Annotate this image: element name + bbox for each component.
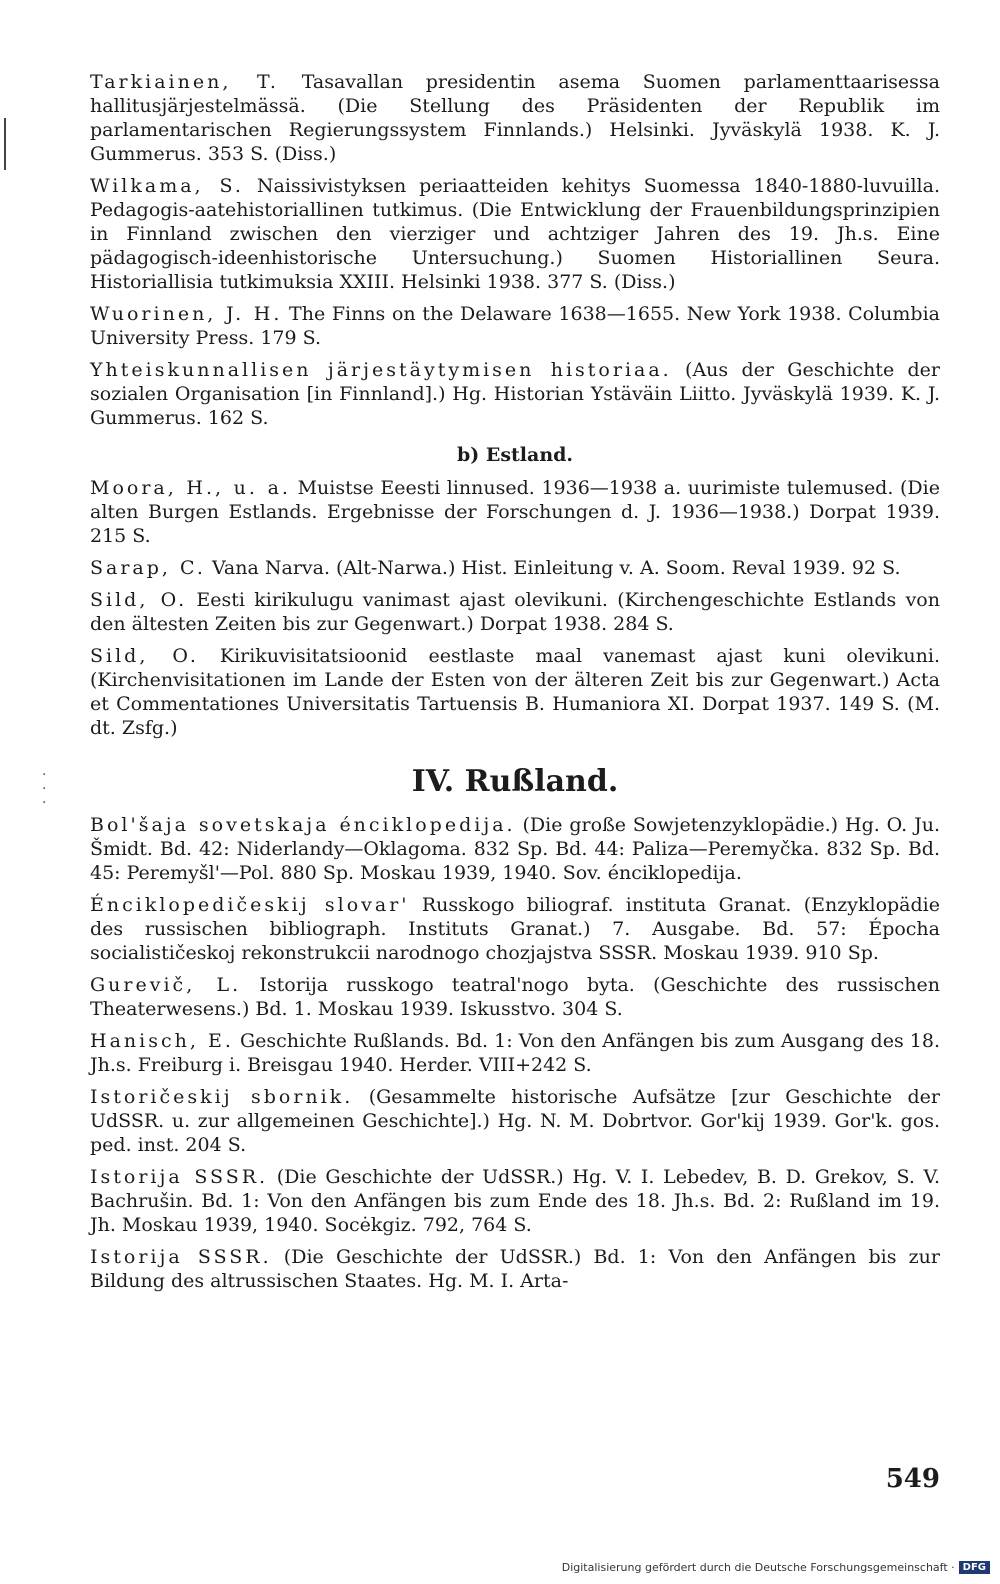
bibliography-entry — [90, 644, 940, 740]
dfg-logo-icon: DFG — [959, 1561, 990, 1574]
bibliography-entry — [90, 893, 940, 965]
entry-author: Wilkama, S. — [90, 175, 244, 197]
bibliography-entry — [90, 174, 940, 294]
bibliography-entry — [90, 358, 940, 430]
entries-finland — [90, 70, 940, 430]
entry-text: (Die Geschichte der UdSSR.) Bd. 1: Von den Anfängen bis zur Bildung des altrussischen Staates. Hg. M. I. Arta- — [90, 1246, 940, 1292]
bibliography-entry — [90, 813, 940, 885]
entry-author: Sild, O. — [90, 645, 199, 667]
entry-text: Russkogo biliograf. instituta Granat. (Enzyklopädie des russischen bibliograph. Instituts Granat.) 7. Ausgabe. Bd. 57: Épocha socialističeskoj rekonstrukcii narodnogo chozjajstva SSSR. Moskau 1939. 910 Sp. — [90, 894, 940, 964]
entry-author: Wuorinen, J. H. — [90, 303, 283, 325]
entry-text: (Die große Sowjetenzyklopädie.) Hg. O. Ju. Šmidt. Bd. 42: Niderlandy—Oklagoma. 832 Sp. Bd. 44: Paliza—Peremyčka. 832 Sp. Bd. 45: Peremyšl'—Pol. 880 Sp. Moskau 1939, 1940. Sov. énciklopedija. — [90, 814, 940, 884]
entry-author: Bol'šaja sovetskaja énciklopedija. — [90, 814, 516, 836]
entry-text: (Die Geschichte der UdSSR.) Hg. V. I. Lebedev, B. D. Grekov, S. V. Bachrušin. Bd. 1: Von den Anfängen bis zum Ende des 18. Jh.s. Bd. 2: Rußland im 19. Jh. Moskau 1939, 1940. Socėkgiz. 792, 764 S. — [90, 1166, 940, 1236]
entry-author: Énciklopedičeskij slovar' — [90, 894, 410, 916]
bibliography-entry — [90, 1245, 940, 1293]
entry-author: Yhteiskunnallisen järjestäytymisen historiaa. — [90, 359, 672, 381]
entry-text: (Gesammelte historische Aufsätze [zur Geschichte der UdSSR. u. zur allgemeinen Geschichte].) Hg. N. M. Dobrtvor. Gor'kij 1939. Gor'k. gos. ped. inst. 204 S. — [90, 1086, 940, 1156]
entry-text: Kirikuvisitatsioonid eestlaste maal vanemast ajast kuni olevikuni. (Kirchenvisitationen im Lande der Esten von der älteren Zeit bis zur Gegenwart.) Acta et Commentationes Universitatis Tartuensis B. Humaniora XI. Dorpat 1937. 149 S. (M. dt. Zsfg.) — [90, 645, 941, 739]
bibliography-entry — [90, 70, 940, 166]
bibliography-entry — [90, 1085, 940, 1157]
entry-author: Tarkiainen, T. — [90, 71, 279, 93]
entry-author: Moora, H., u. a. — [90, 477, 291, 499]
entry-text: Istorija russkogo teatral'nogo byta. (Geschichte des russischen Theaterwesens.) Bd. 1. Moskau 1939. Iskusstvo. 304 S. — [90, 974, 940, 1020]
margin-dots: · · · — [42, 767, 47, 811]
entry-author: Istorija SSSR. — [90, 1246, 272, 1268]
bibliography-content — [90, 70, 940, 1301]
heading-russland: IV. Rußland. — [411, 764, 619, 799]
entry-author: Istoričeskij sbornik. — [90, 1086, 354, 1108]
bibliography-entry — [90, 476, 940, 548]
bibliography-entry — [90, 973, 940, 1021]
entry-author: Hanisch, E. — [90, 1030, 234, 1052]
entry-text: Vana Narva. (Alt-Narwa.) Hist. Einleitung v. A. Soom. Reval 1939. 92 S. — [211, 557, 901, 579]
bibliography-entry — [90, 1165, 940, 1237]
entry-text: Eesti kirikulugu vanimast ajast olevikuni. (Kirchengeschichte Estlands von den ältesten Zeiten bis zur Gegenwart.) Dorpat 1938. 284 S. — [90, 589, 940, 635]
page-number: 549 — [885, 1464, 940, 1494]
entry-text: Geschichte Rußlands. Bd. 1: Von den Anfängen bis zum Ausgang des 18. Jh.s. Freiburg i. Breisgau 1940. Herder. VIII+242 S. — [90, 1030, 940, 1076]
entry-author: Istorija SSSR. — [90, 1166, 269, 1188]
entry-text: Naissivistyksen periaatteiden kehitys Suomessa 1840-1880-luvuilla. Pedagogis-aatehistoriallinen tutkimus. (Die Entwicklung der Frauenbildungsprinzipien in Finnland zwischen den vierziger und achtziger Jahren des 19. Jh.s. Eine pädagogisch-ideenhistorische Untersuchung.) Suomen Historiallinen Seura. Historiallisia tutkimuksia XXIII. Helsinki 1938. 377 S. (Diss.) — [90, 175, 940, 293]
entry-author: Sarap, C. — [90, 557, 206, 579]
bibliography-entry — [90, 556, 940, 580]
entry-author: Gurevič, L. — [90, 974, 242, 996]
margin-mark — [4, 118, 6, 170]
bibliography-entry — [90, 1029, 940, 1077]
entry-author: Sild, O. — [90, 589, 188, 611]
entries-estland — [90, 476, 940, 740]
entry-text: Tasavallan presidentin asema Suomen parlamenttaarisessa hallitusjärjestelmässä. (Die Stellung des Präsidenten der Republik im parlamentarischen Regierungssystem Finnlands.) Helsinki. Jyväskylä 1938. K. J. Gummerus. 353 S. (Diss.) — [90, 71, 940, 165]
footer-text: Digitalisierung gefördert durch die Deutsche Forschungsgemeinschaft · — [561, 1561, 955, 1574]
entry-text: Muistse Eeesti linnused. 1936—1938 a. uurimiste tulemused. (Die alten Burgen Estlands. Ergebnisse der Forschungen d. J. 1936—1938.) Dorpat 1939. 215 S. — [90, 477, 940, 547]
entry-text: (Aus der Geschichte der sozialen Organisation [in Finnland].) Hg. Historian Ystäväin Liitto. Jyväskylä 1939. K. J. Gummerus. 162 S. — [90, 359, 940, 429]
footer-credit — [562, 1561, 990, 1574]
bibliography-entry — [90, 588, 940, 636]
subheading-estland: b) Estland. — [456, 444, 574, 466]
bibliography-entry — [90, 302, 940, 350]
entries-russland — [90, 813, 940, 1293]
entry-text: The Finns on the Delaware 1638—1655. New York 1938. Columbia University Press. 179 S. — [90, 303, 940, 349]
